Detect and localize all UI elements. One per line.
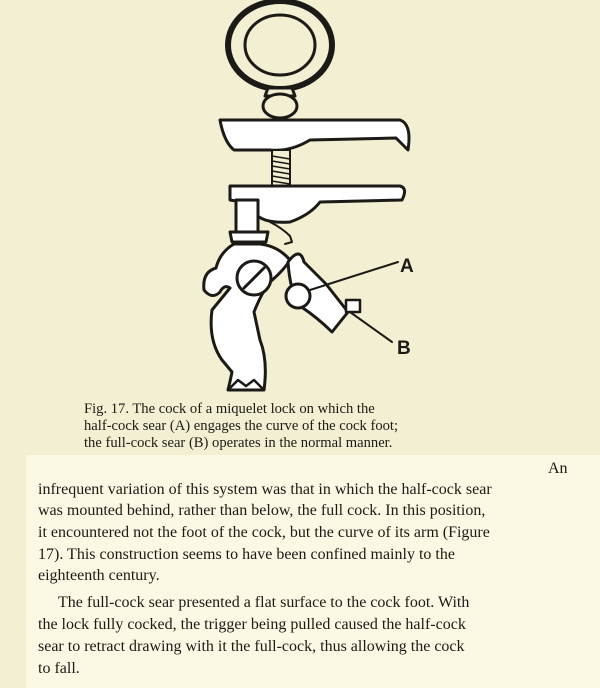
caption-line: half-cock sear (A) engages the curve of the cock foot; (84, 418, 399, 434)
miquelet-lock-illustration (150, 0, 450, 398)
figure-label-a: A (400, 256, 414, 277)
jaw-screw-ring-inner (245, 15, 315, 75)
figure-label-b: B (397, 338, 411, 359)
caption-line: the full-cock sear (B) operates in the normal manner. (84, 435, 393, 451)
caption-line: Fig. 17. The cock of a miquelet lock on which the (84, 401, 375, 417)
body-line: infrequent variation of this system was that in which the half-cock sear (38, 481, 492, 498)
full-cock-sear-b (346, 300, 360, 312)
body-line: sear to retract drawing with it the full-cock, thus allowing the cock (38, 638, 465, 655)
screw-knob (263, 94, 297, 118)
body-line: to fall. (38, 660, 80, 677)
body-line: eighteenth century. (38, 567, 160, 584)
upper-jaw (220, 120, 409, 150)
body-line: the lock fully cocked, the trigger being pulled caused the half-cock (38, 616, 466, 633)
half-cock-sear-a (286, 284, 310, 308)
body-line: The full-cock sear presented a flat surface to the cock foot. With (58, 594, 470, 611)
miquelet-lock-figure (150, 0, 450, 398)
body-line: An (548, 460, 568, 477)
cock-shank (236, 200, 258, 232)
leader-line-b (350, 312, 392, 342)
body-line: was mounted behind, rather than below, the full cock. In this position, (38, 502, 486, 519)
collar (230, 232, 268, 242)
body-line: it encountered not the foot of the cock, but the curve of its arm (Figure (38, 524, 490, 541)
jaw-spring (270, 222, 292, 244)
figure-caption (84, 401, 524, 452)
leader-line-a (310, 262, 398, 290)
body-line: 17). This construction seems to have been confined mainly to the (38, 546, 455, 563)
